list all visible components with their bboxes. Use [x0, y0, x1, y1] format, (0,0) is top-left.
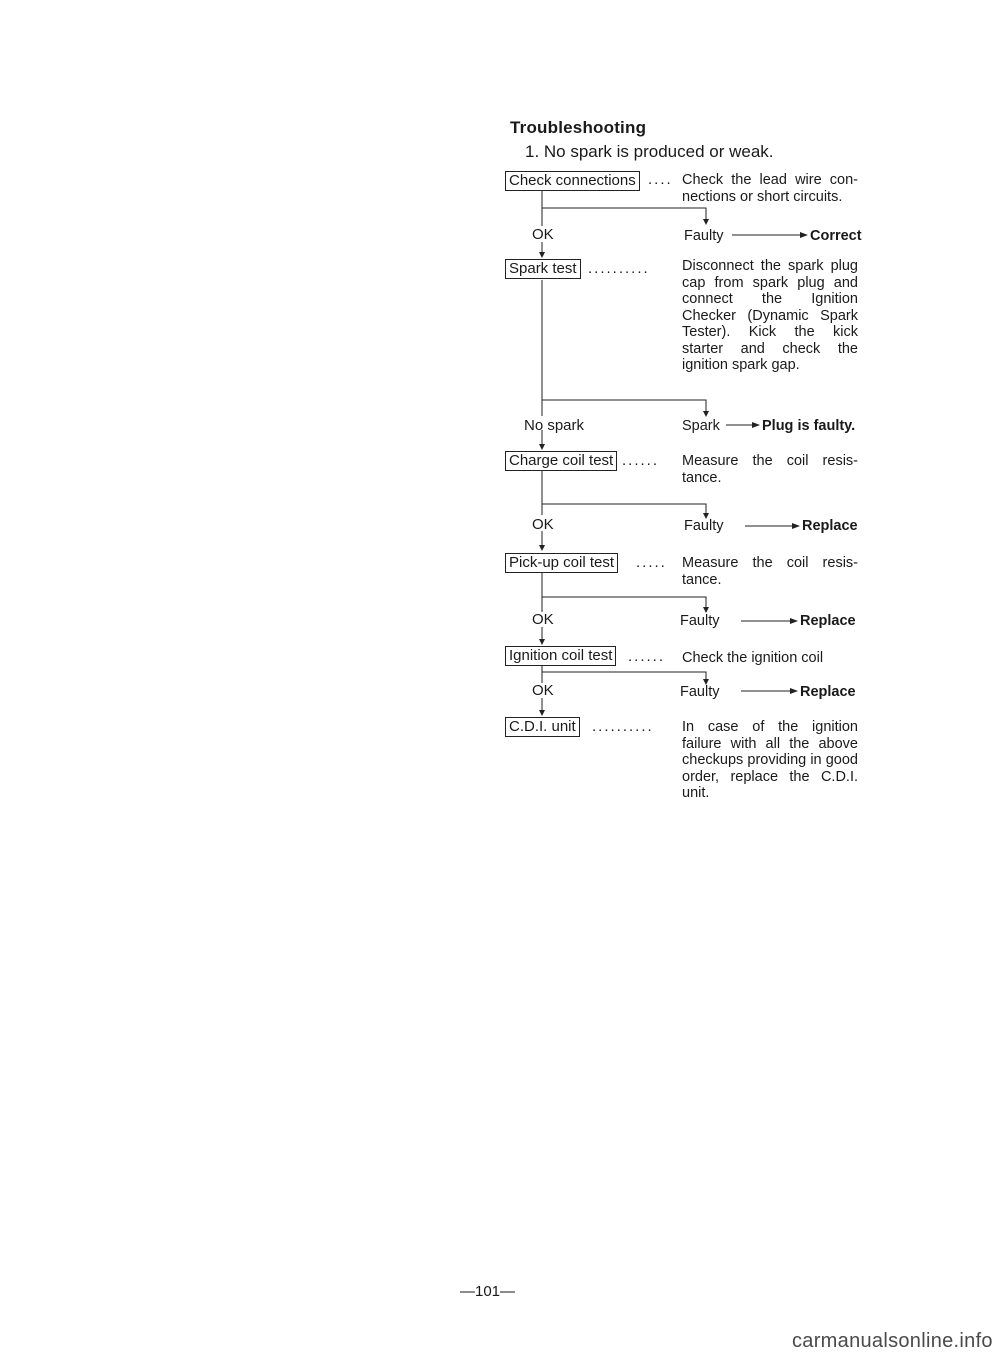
leader-dots: .... [648, 171, 673, 188]
arrow-head [790, 618, 798, 624]
branch-line [542, 208, 706, 222]
arrow-head [792, 523, 800, 529]
step-box-check-connections: Check connections [505, 171, 640, 191]
leader-dots: .......... [588, 260, 650, 277]
faulty-label: Faulty [684, 228, 724, 244]
faulty-label: Faulty [684, 518, 724, 534]
arrow-head [539, 545, 545, 551]
arrow-head [539, 444, 545, 450]
faulty-label: Faulty [680, 613, 720, 629]
step-description: Check the lead wire con-nections or short circuits. [682, 172, 858, 205]
ok-label: OK [532, 226, 554, 243]
arrow-head [752, 422, 760, 428]
action-correct: Correct [810, 228, 862, 244]
section-heading: Troubleshooting [510, 118, 647, 137]
action-replace: Replace [802, 518, 858, 534]
leader-dots: .......... [592, 718, 654, 735]
step-description: Check the ignition coil [682, 650, 824, 666]
arrow-head [703, 219, 709, 225]
leader-dots: ...... [628, 648, 666, 665]
step-box-charge-coil-test: Charge coil test [505, 451, 617, 471]
arrow-head [703, 411, 709, 417]
leader-dots: ..... [636, 554, 667, 571]
faulty-label: Faulty [680, 684, 720, 700]
problem-title: 1. No spark is produced or weak. [525, 142, 774, 161]
arrow-head [539, 710, 545, 716]
step-description: Disconnect the spark plug cap from spark plug and connect the Ignition Checker (Dynamic Spark Tester). Kick the kick starter and check the ignition spark gap. [682, 258, 858, 373]
page-number: —101— [460, 1283, 516, 1300]
spark-label: Spark [682, 418, 720, 434]
arrow-head [800, 232, 808, 238]
ok-label: OK [532, 611, 554, 628]
action-replace: Replace [800, 684, 856, 700]
step-description: In case of the ignition failure with all the above checkups providing in good order, replace the C.D.I. unit. [682, 719, 858, 801]
branch-line [542, 672, 706, 682]
arrow-head [539, 639, 545, 645]
ok-label: OK [532, 682, 554, 699]
step-box-cdi-unit: C.D.I. unit [505, 717, 580, 737]
step-box-pick-up-coil-test: Pick-up coil test [505, 553, 618, 573]
action-replace: Replace [800, 613, 856, 629]
arrow-head [790, 688, 798, 694]
watermark: carmanualsonline.info [792, 1330, 993, 1352]
step-box-spark-test: Spark test [505, 259, 581, 279]
ok-label: OK [532, 516, 554, 533]
branch-line [542, 597, 706, 610]
step-box-ignition-coil-test: Ignition coil test [505, 646, 616, 666]
step-description: Measure the coil resis-tance. [682, 555, 858, 588]
branch-line [542, 504, 706, 516]
arrow-head [539, 252, 545, 258]
no-spark-label: No spark [524, 417, 585, 434]
leader-dots: ...... [622, 452, 660, 469]
step-description: Measure the coil resis-tance. [682, 453, 858, 486]
branch-line [542, 400, 706, 414]
action-plug-faulty: Plug is faulty. [762, 418, 856, 434]
